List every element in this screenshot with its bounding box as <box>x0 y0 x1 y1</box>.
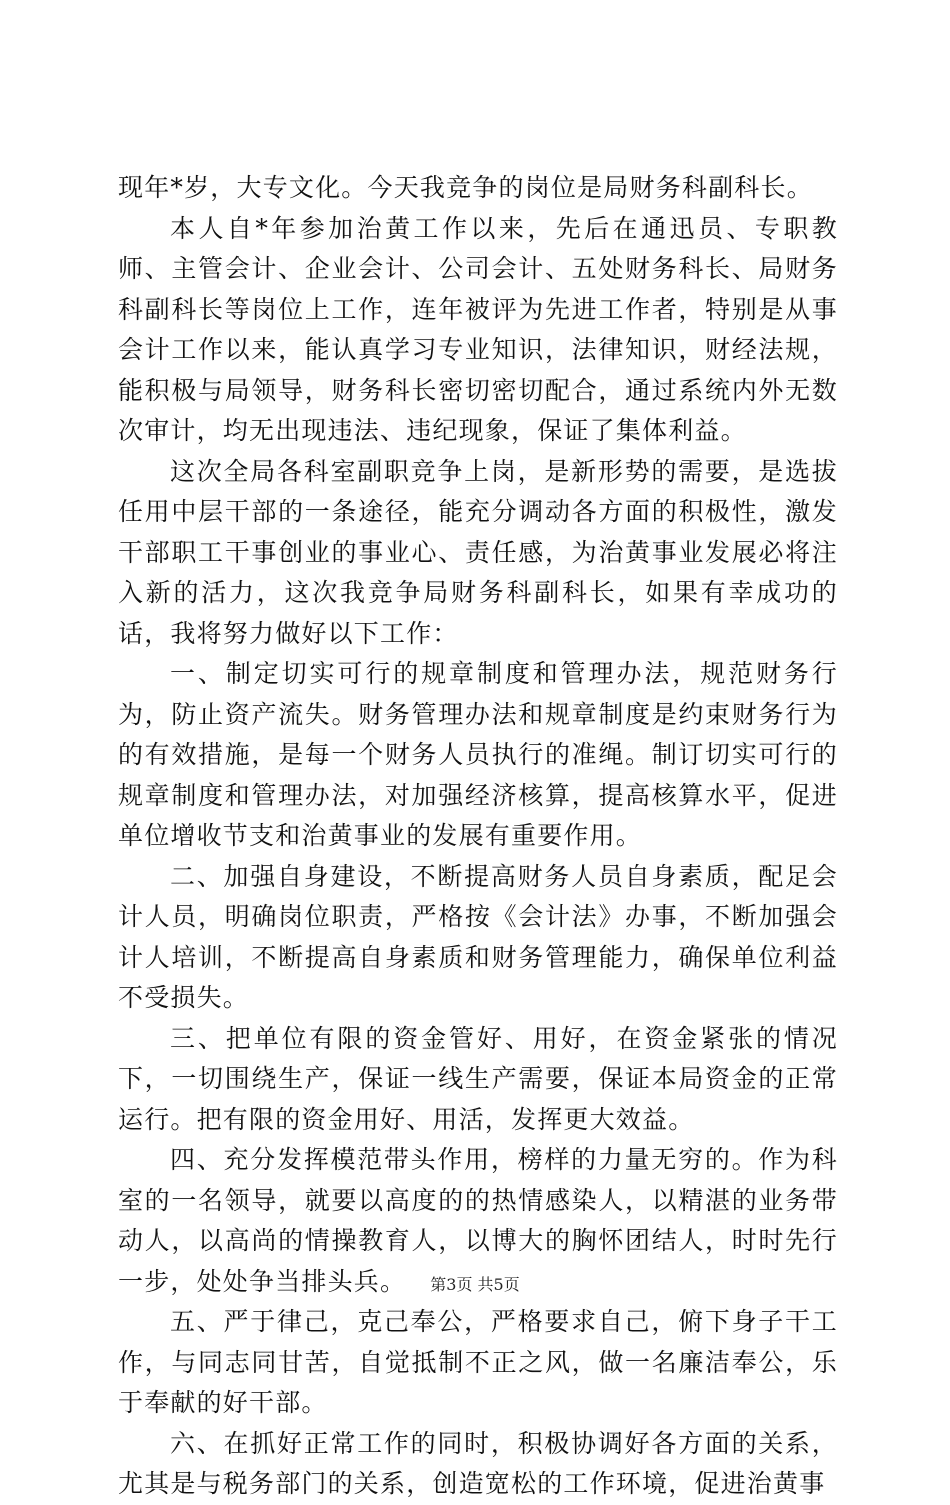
paragraph-work-history: 本人自*年参加治黄工作以来，先后在通迅员、专职教师、主管会计、企业会计、公司会计、五处财务科长、局财务科副科长等岗位上工作，连年被评为先进工作者，特别是从事会计工作以来，能认真学习专业知识，法律知识，财经法规，能积极与局领导，财务科长密切密切配合，通过系统内外无数次审计，均无出现违法、违纪现象，保证了集体利益。 <box>118 213 838 445</box>
paragraph-item-five: 五、严于律己，克己奉公，严格要求自己，俯下身子干工作，与同志同甘苦，自觉抵制不正之风，做一名廉洁奉公，乐于奉献的好干部。 <box>118 1307 838 1417</box>
paragraph-item-one: 一、制定切实可行的规章制度和管理办法，规范财务行为，防止资产流失。财务管理办法和规章制度是约束财务行为的有效措施，是每一个财务人员执行的准绳。制订切实可行的规章制度和管理办法，对加强经济核算，提高核算水平，促进单位增收节支和治黄事业的发展有重要作用。 <box>118 659 838 850</box>
document-body <box>118 168 838 1505</box>
paragraph-item-two: 二、加强自身建设，不断提高财务人员自身素质，配足会计人员，明确岗位职责，严格按《会计法》办事，不断加强会计人培训，不断提高自身素质和财务管理能力，确保单位利益不受损失。 <box>118 861 838 1012</box>
page-number-footer: 第3页 共5页 <box>430 1275 520 1294</box>
paragraph-item-three: 三、把单位有限的资金管好、用好，在资金紧张的情况下，一切围绕生产，保证一线生产需要，保证本局资金的正常运行。把有限的资金用好、用活，发挥更大效益。 <box>118 1023 838 1134</box>
paragraph-continuation: 现年*岁，大专文化。今天我竞争的岗位是局财务科副科长。 <box>118 173 813 202</box>
paragraph-item-six: 六、在抓好正常工作的同时，积极协调好各方面的关系，尤其是与税务部门的关系，创造宽松的工作环境，促进治黄事 <box>118 1428 838 1498</box>
paragraph-competition-context: 这次全局各科室副职竞争上岗，是新形势的需要，是选拔任用中层干部的一条途径，能充分调动各方面的积极性，激发干部职工干事创业的事业心、责任感，为治黄事业发展必将注入新的活力，这次我竞争局财务科副科长，如果有幸成功的话，我将努力做好以下工作： <box>118 456 838 648</box>
paragraph-item-four: 四、充分发挥模范带头作用，榜样的力量无穷的。作为科室的一名领导，就要以高度的的热情感染人，以精湛的业务带动人，以高尚的情操教育人，以博大的胸怀团结人，时时先行一步，处处争当排头兵。 <box>118 1145 838 1296</box>
